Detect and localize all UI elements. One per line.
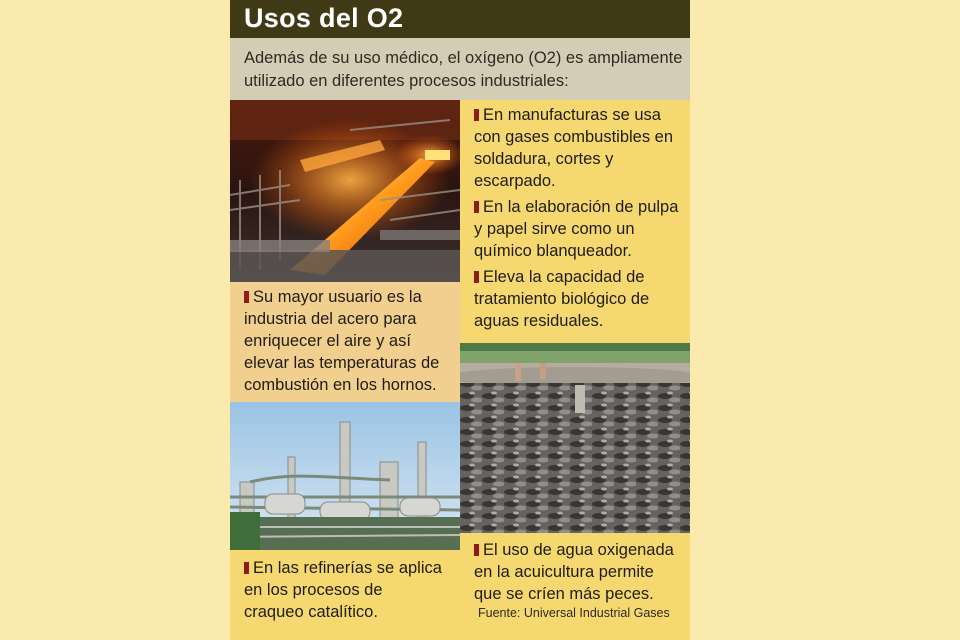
infographic-title: Usos del O2 bbox=[244, 3, 404, 33]
bullet-marker bbox=[474, 109, 479, 121]
title-bar bbox=[230, 0, 690, 38]
refinery-image bbox=[230, 402, 460, 550]
bullet-marker bbox=[244, 291, 249, 303]
item-text: Su mayor usuario es la industria del acero para enriquecer el aire y así elevar las temperaturas de combustión en los hornos. bbox=[244, 288, 440, 394]
infographic-panel bbox=[230, 0, 690, 640]
steel-mill-image bbox=[230, 100, 460, 282]
item-text: En manufacturas se usa con gases combustibles en soldadura, cortes y escarpado. bbox=[474, 106, 674, 190]
bullet-marker bbox=[474, 544, 479, 556]
item-text: El uso de agua oxigenada en la acuicultura permite que se críen más peces. bbox=[474, 541, 674, 603]
intro-text: Además de su uso médico, el oxígeno (O2) es ampliamente utilizado en diferentes procesos industriales: bbox=[244, 49, 683, 90]
intro-box bbox=[230, 38, 690, 100]
item-manufacturing bbox=[460, 100, 690, 343]
fish-farm-image bbox=[460, 343, 690, 533]
source-credit: Fuente: Universal Industrial Gases bbox=[478, 606, 670, 620]
item-text: Eleva la capacidad de tratamiento biológico de aguas residuales. bbox=[474, 268, 650, 330]
bullet-marker bbox=[244, 562, 249, 574]
bullet-marker bbox=[474, 271, 479, 283]
bullet-marker bbox=[474, 201, 479, 213]
item-text: En las refinerías se aplica en los procesos de craqueo catalítico. bbox=[244, 559, 442, 621]
item-text: En la elaboración de pulpa y papel sirve como un químico blanqueador. bbox=[474, 198, 679, 260]
item-refinery bbox=[230, 550, 460, 640]
item-steel bbox=[230, 282, 460, 402]
item-aquaculture bbox=[460, 533, 690, 640]
